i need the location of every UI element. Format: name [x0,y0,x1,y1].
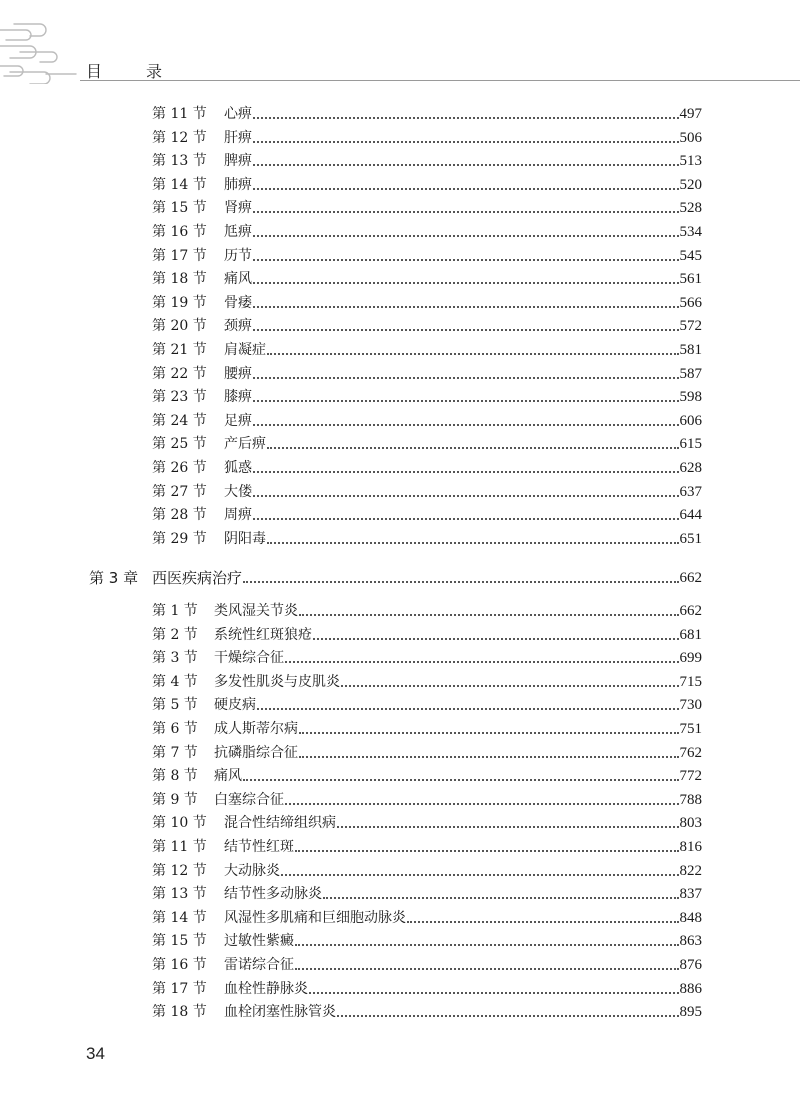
entry-title: 干燥综合征 [214,650,284,667]
toc-section-entry[interactable] [152,952,702,974]
entry-title: 狐惑 [224,460,252,476]
entry-page-number: 762 [679,744,702,761]
toc-section-entry[interactable] [152,598,702,620]
entry-page-number: 876 [679,957,702,973]
entry-title: 白塞综合征 [214,791,284,808]
entry-title: 硬皮病 [214,697,256,714]
entry-number: 第 25 节 [152,436,207,453]
toc-section-entry[interactable] [152,172,702,194]
entry-page-number: 587 [679,365,702,382]
entry-number: 第 10 节 [152,815,207,832]
toc-section-entry[interactable] [152,881,702,903]
toc-section-entry[interactable] [152,479,702,501]
entry-title: 结节性多动脉炎 [224,886,322,903]
entry-page-number: 822 [679,862,702,879]
entry-number: 第 20 节 [152,318,207,335]
entry-title: 腰痹 [224,365,252,382]
dot-leader [253,188,679,190]
dot-leader [253,518,679,520]
toc-section-entry[interactable] [152,692,702,714]
entry-title: 类风湿关节炎 [214,603,298,619]
entry-title: 膝痹 [224,389,252,406]
page-number: 34 [86,1044,105,1063]
toc-section-entry[interactable] [152,905,702,927]
header-divider [80,80,800,81]
entry-title: 混合性结缔组织病 [224,815,336,832]
entry-page-number: 637 [679,483,702,500]
toc-section-entry[interactable] [152,290,702,312]
entry-number: 第 18 节 [152,1004,207,1021]
entry-number: 第 13 节 [152,886,207,903]
toc-section-entry[interactable] [152,716,702,738]
entry-title: 尪痹 [224,224,252,240]
entry-number: 第 16 节 [152,957,207,973]
entry-number: 第 14 节 [152,176,207,193]
entry-title: 骨痿 [224,294,252,311]
dot-leader [253,495,679,497]
dot-leader [267,447,679,449]
entry-title: 足痹 [224,412,252,429]
entry-number: 第 14 节 [152,909,207,926]
entry-page-number: 715 [679,673,702,690]
entry-number: 第 16 节 [152,224,207,240]
entry-page-number: 848 [679,909,702,926]
toc-section-entry[interactable] [152,502,702,524]
entry-page-number: 651 [679,530,702,547]
entry-page-number: 662 [679,603,702,619]
entry-number: 第 18 节 [152,271,207,288]
entry-title: 西医疾病治疗 [152,569,243,587]
entry-number: 第 24 节 [152,412,207,429]
entry-page-number: 513 [679,153,702,170]
entry-number: 第 12 节 [152,862,207,879]
entry-page-number: 699 [679,650,702,667]
entry-title: 过敏性紫癜 [224,933,294,950]
entry-number: 第 23 节 [152,389,207,406]
entry-page-number: 895 [679,1004,702,1021]
entry-page-number: 662 [679,570,702,586]
toc-section-entry[interactable] [152,361,702,383]
entry-page-number: 598 [679,389,702,406]
toc-section-entry[interactable] [152,526,702,548]
entry-number: 第 12 节 [152,129,207,146]
entry-page-number: 497 [679,106,702,122]
entry-page-number: 615 [679,436,702,453]
dot-leader [267,353,679,355]
entry-page-number: 561 [679,271,702,288]
dot-leader [337,1015,679,1017]
entry-number: 第 4 节 [152,673,198,690]
entry-title: 痛风 [214,768,242,785]
dot-leader [299,614,679,616]
dot-leader [407,921,679,923]
entry-title: 肺痹 [224,176,252,193]
entry-page-number: 681 [679,626,702,643]
entry-title: 结节性红斑 [224,839,294,855]
dot-leader [253,164,679,166]
entry-number: 第 3 章 [89,569,139,587]
toc-section-entry[interactable] [152,148,702,170]
dot-leader [253,377,679,379]
dot-leader [285,661,679,663]
entry-page-number: 788 [679,791,702,808]
entry-number: 第 21 节 [152,342,207,358]
entry-page-number: 520 [679,176,702,193]
entry-number: 第 11 节 [152,839,207,855]
dot-leader [253,424,679,426]
dot-leader [281,874,679,876]
entry-title: 大偻 [224,483,252,500]
entry-title: 大动脉炎 [224,862,280,879]
entry-title: 颈痹 [224,318,252,335]
entry-number: 第 15 节 [152,200,207,217]
entry-page-number: 581 [679,342,702,358]
entry-number: 第 26 节 [152,460,207,476]
entry-title: 阴阳毒 [224,530,266,547]
dot-leader [337,826,679,828]
dot-leader [267,542,679,544]
entry-page-number: 863 [679,933,702,950]
entry-number: 第 29 节 [152,530,207,547]
entry-title: 产后痹 [224,436,266,453]
entry-page-number: 816 [679,839,702,855]
toc-section-entry[interactable] [152,763,702,785]
dot-leader [285,803,679,805]
toc-section-entry[interactable] [152,834,702,856]
dot-leader [323,897,679,899]
toc-section-entry[interactable] [152,810,702,832]
entry-number: 第 3 节 [152,650,198,667]
toc-section-entry[interactable] [152,266,702,288]
toc-section-entry[interactable] [152,219,702,241]
entry-title: 肩凝症 [224,342,266,358]
entry-page-number: 837 [679,886,702,903]
entry-page-number: 730 [679,697,702,714]
entry-number: 第 8 节 [152,768,198,785]
toc-section-entry[interactable] [152,928,702,950]
entry-number: 第 17 节 [152,980,207,997]
toc-section-entry[interactable] [152,195,702,217]
toc-section-entry[interactable] [152,337,702,359]
entry-title: 雷诺综合征 [224,957,294,973]
entry-page-number: 528 [679,200,702,217]
dot-leader [253,141,679,143]
toc-section-entry[interactable] [152,125,702,147]
header-title: 目 录 [86,62,177,81]
dot-leader [243,779,679,781]
entry-title: 多发性肌炎与皮肌炎 [214,673,340,690]
entry-title: 周痹 [224,507,252,524]
dot-leader [243,581,678,583]
entry-page-number: 628 [679,460,702,476]
entry-title: 历节 [224,247,252,264]
toc-section-entry[interactable] [152,384,702,406]
entry-title: 系统性红斑狼疮 [214,626,312,643]
entry-title: 痛风 [224,271,252,288]
toc-section-entry[interactable] [152,976,702,998]
toc-section-entry[interactable] [152,858,702,880]
dot-leader [253,329,679,331]
dot-leader [253,471,679,473]
entry-page-number: 751 [679,721,702,737]
dot-leader [299,756,679,758]
entry-number: 第 2 节 [152,626,198,643]
entry-number: 第 22 节 [152,365,207,382]
dot-leader [253,211,679,213]
toc-section-entry[interactable] [152,645,702,667]
entry-title: 血栓闭塞性脉管炎 [224,1004,336,1021]
dot-leader [253,117,679,119]
entry-page-number: 545 [679,247,702,264]
entry-title: 脾痹 [224,153,252,170]
dot-leader [253,306,679,308]
entry-title: 肾痹 [224,200,252,217]
entry-title: 成人斯蒂尔病 [214,721,298,737]
entry-number: 第 15 节 [152,933,207,950]
toc-chapter-entry[interactable] [89,565,702,587]
toc-section-entry[interactable] [152,740,702,762]
entry-title: 肝痹 [224,129,252,146]
toc-section-entry[interactable] [152,787,702,809]
entry-number: 第 7 节 [152,744,198,761]
toc-section-entry[interactable] [152,243,702,265]
dot-leader [253,282,679,284]
toc-section-entry[interactable] [152,669,702,691]
dot-leader [295,944,679,946]
entry-number: 第 11 节 [152,106,207,122]
dot-leader [253,259,679,261]
dot-leader [309,992,679,994]
dot-leader [341,685,679,687]
toc-section-entry[interactable] [152,622,702,644]
entry-page-number: 572 [679,318,702,335]
dot-leader [257,708,679,710]
toc-section-entry[interactable] [152,431,702,453]
entry-page-number: 772 [679,768,702,785]
dot-leader [299,732,679,734]
toc-section-entry[interactable] [152,408,702,430]
dot-leader [295,850,679,852]
entry-title: 风湿性多肌痛和巨细胞动脉炎 [224,909,406,926]
dot-leader [253,235,679,237]
entry-number: 第 6 节 [152,721,198,737]
entry-page-number: 534 [679,224,702,240]
entry-number: 第 13 节 [152,153,207,170]
entry-number: 第 1 节 [152,603,198,619]
entry-title: 血栓性静脉炎 [224,980,308,997]
entry-page-number: 506 [679,129,702,146]
toc-section-entry[interactable] [152,101,702,123]
entry-number: 第 5 节 [152,697,198,714]
entry-page-number: 606 [679,412,702,429]
entry-number: 第 9 节 [152,791,198,808]
dot-leader [295,968,679,970]
entry-page-number: 566 [679,294,702,311]
entry-number: 第 17 节 [152,247,207,264]
entry-page-number: 644 [679,507,702,524]
toc-section-entry[interactable] [152,455,702,477]
header-cloud-ornament [0,20,82,84]
entry-number: 第 28 节 [152,507,207,524]
dot-leader [313,638,679,640]
entry-title: 心痹 [224,106,252,122]
toc-section-entry[interactable] [152,999,702,1021]
dot-leader [253,400,679,402]
entry-number: 第 19 节 [152,294,207,311]
entry-page-number: 886 [679,980,702,997]
entry-page-number: 803 [679,815,702,832]
toc-section-entry[interactable] [152,313,702,335]
entry-number: 第 27 节 [152,483,207,500]
entry-title: 抗磷脂综合征 [214,744,298,761]
